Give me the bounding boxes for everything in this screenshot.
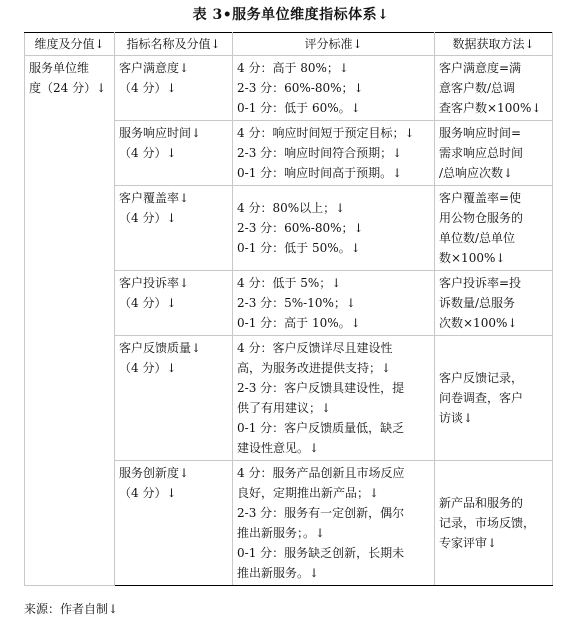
method-line: 用公物仓服务的 <box>439 211 524 225</box>
header-criteria: 评分标准↓ <box>233 33 435 56</box>
criteria-cell <box>233 271 435 336</box>
table-title: 表 3•服务单位维度指标体系↓ <box>192 7 390 23</box>
indicator-name: 客户覆盖率↓ <box>119 191 190 205</box>
method-cell <box>435 271 553 336</box>
criteria-line: 2-3 分：响应时间符合预期；↓ <box>237 146 403 160</box>
table-row <box>25 56 553 121</box>
table-body <box>25 56 553 586</box>
indicator-cell <box>115 186 233 271</box>
method-cell <box>435 56 553 121</box>
method-line: 单位数/总单位 <box>439 231 516 245</box>
criteria-line: 2-3 分：服务有一定创新，偶尔 <box>237 506 405 520</box>
criteria-line: 4 分：响应时间短于预定目标；↓ <box>237 126 415 140</box>
method-line: 新产品和服务的 <box>439 496 524 510</box>
indicator-name: 客户投诉率↓ <box>119 276 190 290</box>
method-line: 查客户数×100%↓ <box>439 101 542 115</box>
indicator-score: （4 分）↓ <box>119 296 177 310</box>
criteria-cell <box>233 121 435 186</box>
dimension-text: 度（24 分）↓ <box>29 81 107 95</box>
criteria-line: 4 分：80%以上；↓ <box>237 201 346 215</box>
criteria-line: 建设性意见。↓ <box>237 441 320 455</box>
method-line: 客户反馈记录， <box>439 371 524 385</box>
criteria-line: 4 分：服务产品创新且市场反应 <box>237 466 405 480</box>
indicator-score: （4 分）↓ <box>119 81 177 95</box>
criteria-line: 良好，定期推出新产品；↓ <box>237 486 380 500</box>
method-line: 记录，市场反馈， <box>439 516 536 530</box>
indicator-score: （4 分）↓ <box>119 486 177 500</box>
criteria-line: 0-1 分：响应时间高于预期。↓ <box>237 166 403 180</box>
method-cell <box>435 336 553 461</box>
method-cell <box>435 186 553 271</box>
indicator-name: 服务响应时间↓ <box>119 126 202 140</box>
dimension-cell <box>25 56 115 586</box>
criteria-line: 2-3 分：60%-80%；↓ <box>237 221 364 235</box>
header-dimension: 维度及分值↓ <box>25 33 115 56</box>
criteria-line: 0-1 分：高于 10%。↓ <box>237 316 361 330</box>
method-cell <box>435 461 553 586</box>
indicator-cell <box>115 461 233 586</box>
criteria-line: 4 分：低于 5%；↓ <box>237 276 342 290</box>
indicator-name: 客户反馈质量↓ <box>119 341 202 355</box>
criteria-cell <box>233 56 435 121</box>
criteria-line: 4 分：客户反馈详尽且建设性 <box>237 341 393 355</box>
method-line: /总响应次数↓ <box>439 166 514 180</box>
method-cell <box>435 121 553 186</box>
indicator-table <box>24 32 553 586</box>
method-line: 需求响应总时间 <box>439 146 524 160</box>
indicator-cell <box>115 121 233 186</box>
indicator-name: 服务创新度↓ <box>119 466 190 480</box>
method-line: 客户投诉率=投 <box>439 276 522 290</box>
method-line: 意客户数/总调 <box>439 81 516 95</box>
criteria-line: 供了有用建议；↓ <box>237 401 332 415</box>
indicator-score: （4 分）↓ <box>119 361 177 375</box>
indicator-score: （4 分）↓ <box>119 211 177 225</box>
indicator-cell <box>115 56 233 121</box>
criteria-line: 推出新服务。↓ <box>237 566 320 580</box>
header-method: 数据获取方法↓ <box>435 33 553 56</box>
criteria-line: 4 分：高于 80%；↓ <box>237 61 349 75</box>
method-line: 诉数量/总服务 <box>439 296 516 310</box>
source-note: 来源：作者自制↓ <box>24 602 119 616</box>
method-line: 客户覆盖率=使 <box>439 191 522 205</box>
method-line: 问卷调查，客户 <box>439 391 524 405</box>
criteria-cell <box>233 461 435 586</box>
criteria-line: 0-1 分：低于 50%。↓ <box>237 241 361 255</box>
indicator-cell <box>115 336 233 461</box>
criteria-cell <box>233 186 435 271</box>
criteria-line: 0-1 分：低于 60%。↓ <box>237 101 361 115</box>
criteria-cell <box>233 336 435 461</box>
criteria-line: 2-3 分：60%-80%；↓ <box>237 81 364 95</box>
header-indicator: 指标名称及分值↓ <box>115 33 233 56</box>
indicator-cell <box>115 271 233 336</box>
dimension-text: 服务单位维 <box>29 61 90 75</box>
criteria-line: 0-1 分：客户反馈质量低，缺乏 <box>237 421 405 435</box>
criteria-line: 0-1 分：服务缺乏创新，长期未 <box>237 546 405 560</box>
indicator-name: 客户满意度↓ <box>119 61 190 75</box>
method-line: 服务响应时间= <box>439 126 522 140</box>
method-line: 专家评审↓ <box>439 536 498 550</box>
method-line: 数×100%↓ <box>439 251 506 265</box>
indicator-score: （4 分）↓ <box>119 146 177 160</box>
criteria-line: 推出新服务；。↓ <box>237 526 326 540</box>
method-line: 客户满意度=满 <box>439 61 522 75</box>
criteria-line: 2-3 分：客户反馈具建设性，提 <box>237 381 405 395</box>
criteria-line: 高，为服务改进提供支持；↓ <box>237 361 392 375</box>
criteria-line: 2-3 分：5%-10%；↓ <box>237 296 356 310</box>
header-row <box>25 33 553 56</box>
method-line: 访谈↓ <box>439 411 474 425</box>
method-line: 次数×100%↓ <box>439 316 518 330</box>
